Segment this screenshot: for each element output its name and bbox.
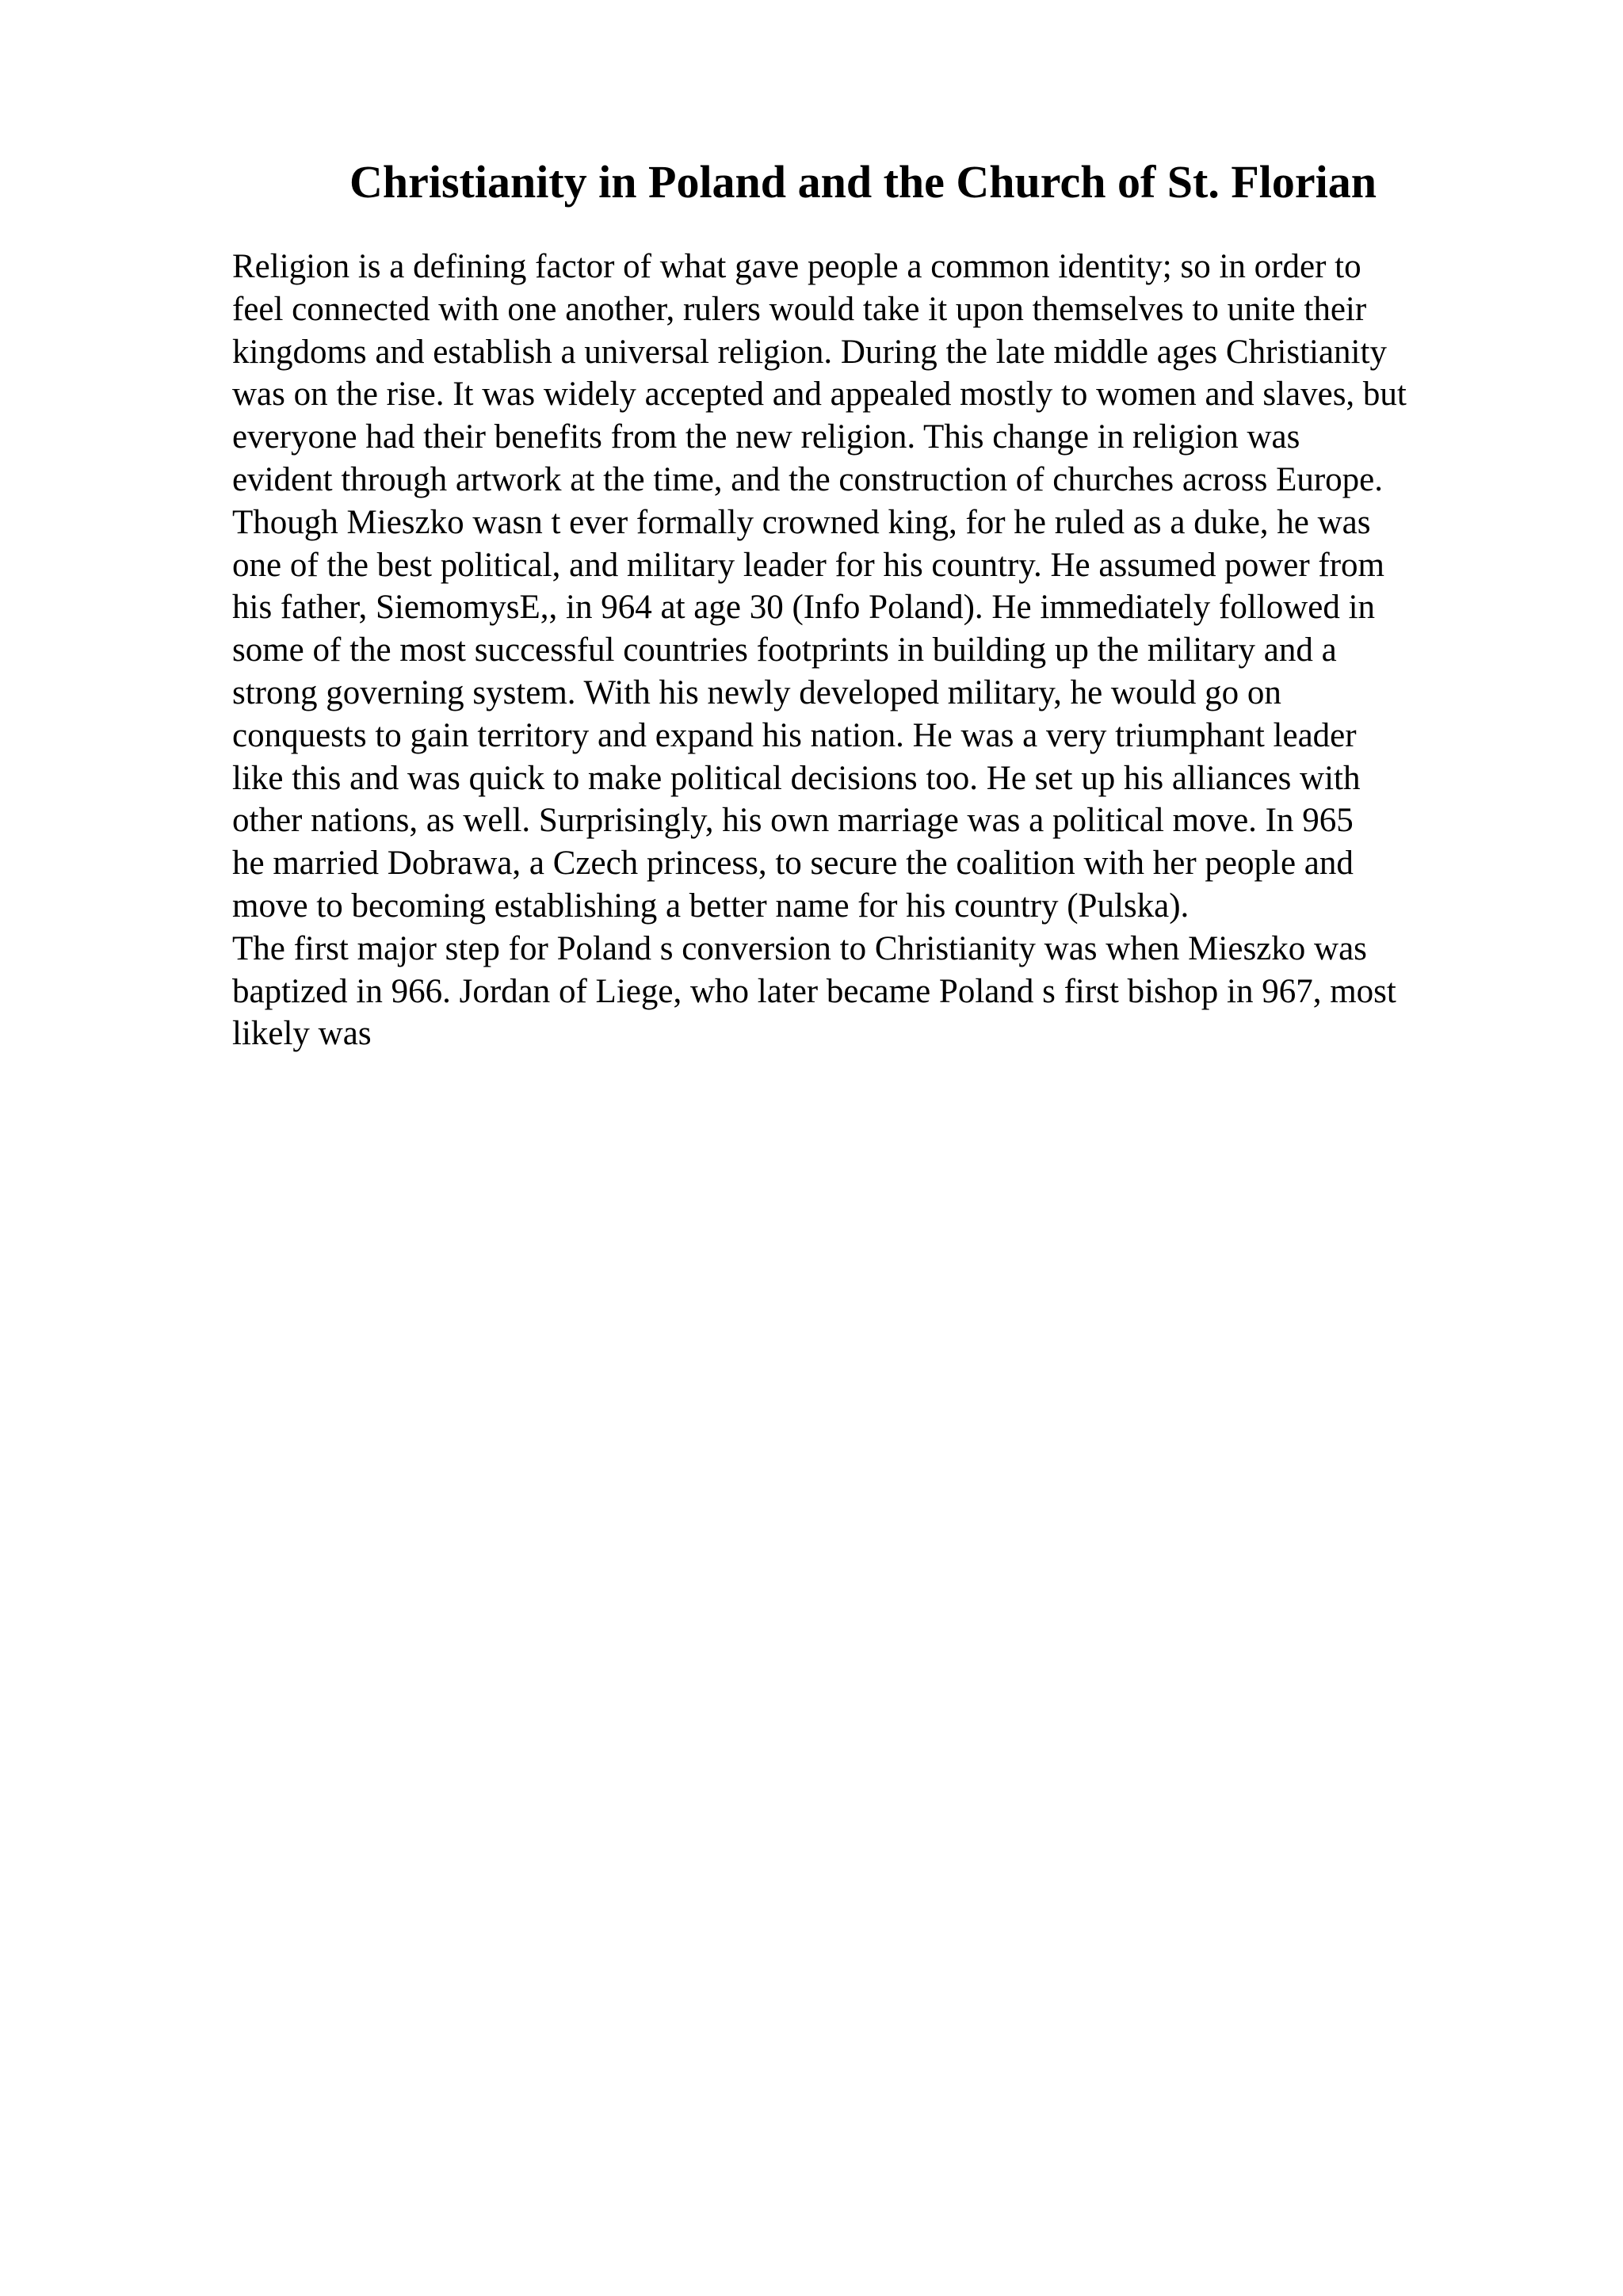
body-line: like this and was quick to make political decisions too. He set up his alliances with [232,759,1361,797]
body-line: was on the rise. It was widely accepted and appealed mostly to women and slaves, but [232,376,1407,414]
body-line: feel connected with one another, rulers would take it upon themselves to unite their [232,290,1367,328]
body-line: some of the most successful countries footprints in building up the military and a [232,631,1337,669]
document-title: Christianity in Poland and the Church of St. Florian [349,156,1377,208]
body-line: evident through artwork at the time, and the construction of churches across Europe. [232,460,1383,498]
body-line: baptized in 966. Jordan of Liege, who later became Poland s first bishop in 967, most [232,972,1396,1010]
body-line: he married Dobrawa, a Czech princess, to secure the coalition with her people and [232,845,1354,883]
body-line: everyone had their benefits from the new religion. This change in religion was [232,418,1300,456]
body-line: one of the best political, and military leader for his country. He assumed power from [232,546,1385,584]
body-line: strong governing system. With his newly developed military, he would go on [232,673,1281,711]
body-line: other nations, as well. Surprisingly, his own marriage was a political move. In 965 [232,802,1354,840]
document-body [232,246,1579,1055]
body-line: kingdoms and establish a universal religion. During the late middle ages Christianity [232,333,1387,371]
body-line: Though Mieszko wasn t ever formally crowned king, for he ruled as a duke, he was [232,503,1371,541]
body-line: his father, SiemomysE,, in 964 at age 30 (Info Poland). He immediately followed in [232,589,1376,627]
body-line: move to becoming establishing a better name for his country (Pulska). [232,887,1190,925]
body-line: Religion is a defining factor of what gave people a common identity; so in order to [232,248,1361,285]
body-line: likely was [232,1015,372,1053]
body-line: The first major step for Poland s conversion to Christianity was when Mieszko was [232,929,1367,967]
body-line: conquests to gain territory and expand his nation. He was a very triumphant leader [232,716,1357,754]
